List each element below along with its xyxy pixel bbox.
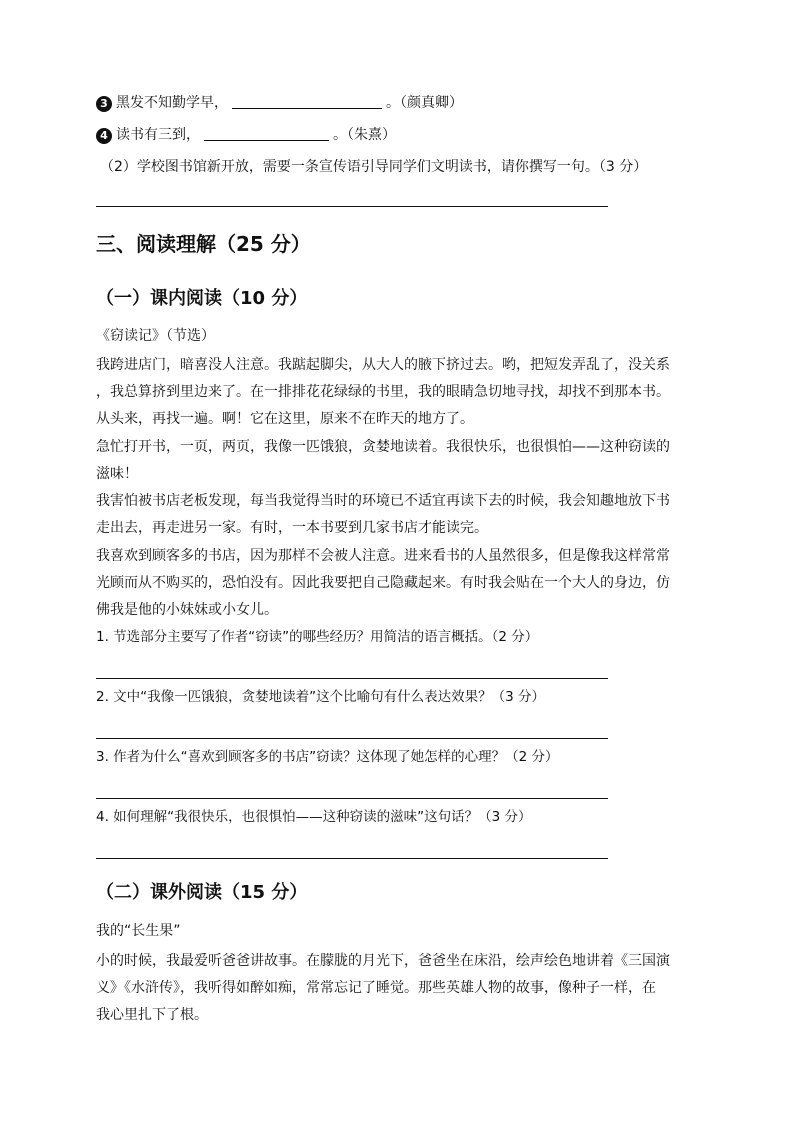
text-line: 从头来，再找一遍。啊！它在这里，原来不在昨天的地方了。 — [96, 411, 474, 427]
text-line: 小的时候，我最爱听爸爸讲故事。在朦胧的月光下，爸爸坐在床沿，绘声绘色地讲着《三国演 — [96, 953, 670, 969]
item-number-badge: 4 — [96, 128, 112, 144]
passage-2-paragraph-1 — [96, 948, 716, 1029]
text-line: 我喜欢到顾客多的书店，因为那样不会被人注意。进来看书的人虽然很多，但是像我这样常常 — [96, 548, 670, 564]
fill-blank[interactable] — [232, 94, 382, 109]
passage-1-paragraph-4 — [96, 543, 716, 624]
question-1: 1. 节选部分主要写了作者“窃读”的哪些经历？用简洁的语言概括。（2 分） — [96, 629, 539, 645]
text-line: 光顾而从不购买的，恐怕没有。因此我要把自己隐藏起来。有时我会贴在一个大人的身边，仿 — [96, 575, 670, 591]
question-4: 4. 如何理解“我很快乐，也很惧怕——这种窃读的滋味”这句话？（3 分） — [96, 809, 532, 825]
fill-item-3 — [96, 93, 463, 113]
fill-item-4 — [96, 125, 396, 145]
fill-item-suffix: 。（颜真卿） — [386, 95, 463, 111]
text-line: 佛我是他的小妹妹或小女儿。 — [96, 602, 278, 618]
answer-line-q4[interactable] — [96, 858, 608, 859]
fill-blank[interactable] — [204, 126, 329, 141]
text-line: 我心里扎下了根。 — [96, 1007, 208, 1023]
question-2: 2. 文中“我像一匹饿狼，贪婪地读着”这个比喻句有什么表达效果？（3 分） — [96, 689, 546, 705]
text-line: 走出去，再走进另一家。有时，一本书要到几家书店才能读完。 — [96, 520, 488, 536]
slogan-question: （2）学校图书馆新开放，需要一条宣传语引导同学们文明读书，请你撰写一句。（3 分） — [100, 159, 648, 175]
answer-line-q2[interactable] — [96, 738, 608, 739]
answer-line-q3[interactable] — [96, 798, 608, 799]
answer-line-slogan[interactable] — [96, 206, 608, 207]
text-line: 义》《水浒传》，我听得如醉如痴，常常忘记了睡觉。那些英雄人物的故事，像种子一样，在 — [96, 980, 656, 996]
passage-1-source: 《窃读记》（节选） — [96, 328, 215, 344]
story-title: 我的“长生果” — [96, 923, 181, 939]
question-3: 3. 作者为什么“喜欢到顾客多的书店”窃读？这体现了她怎样的心理？（2 分） — [96, 749, 559, 765]
passage-1-paragraph-2 — [96, 434, 716, 488]
text-line: 我害怕被书店老板发现，每当我觉得当时的环境已不适宜再读下去的时候，我会知趣地放下书 — [96, 493, 670, 509]
text-line: 急忙打开书，一页，两页，我像一匹饿狼，贪婪地读着。我很快乐，也很惧怕——这种窃读的 — [96, 439, 670, 455]
text-line: 滋味！ — [96, 466, 138, 482]
fill-item-prefix: 黑发不知勤学早， — [116, 95, 228, 111]
text-line: 我跨进店门，暗喜没人注意。我踮起脚尖，从大人的腋下挤过去。哟，把短发弄乱了，没关系 — [96, 357, 670, 373]
passage-1-paragraph-3 — [96, 488, 716, 542]
part-1-title: （一）课内阅读（10 分） — [96, 288, 308, 309]
section-3-title: 三、阅读理解（25 分） — [96, 232, 311, 256]
item-number-badge: 3 — [96, 96, 112, 112]
answer-line-q1[interactable] — [96, 678, 608, 679]
fill-item-prefix: 读书有三到， — [116, 127, 200, 143]
text-line: ，我总算挤到里边来了。在一排排花花绿绿的书里，我的眼睛急切地寻找，却找不到那本书。 — [96, 384, 670, 400]
part-2-title: （二）课外阅读（15 分） — [96, 882, 308, 903]
fill-item-suffix: 。（朱熹） — [333, 127, 396, 143]
passage-1-paragraph-1 — [96, 352, 716, 433]
